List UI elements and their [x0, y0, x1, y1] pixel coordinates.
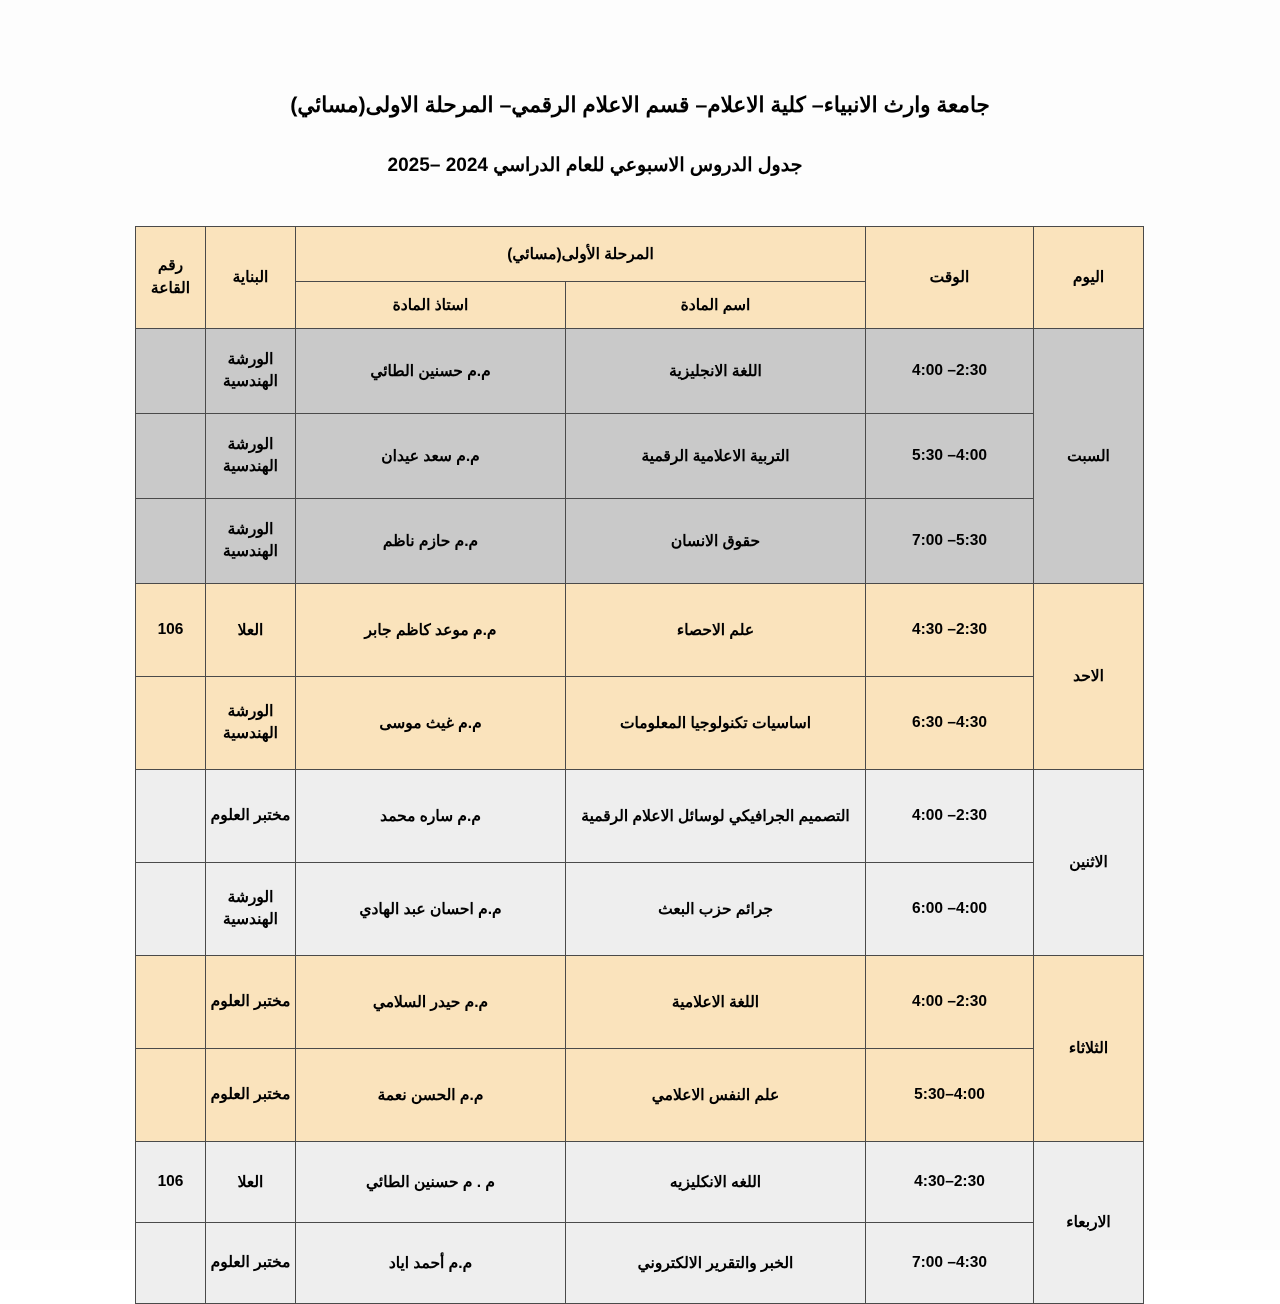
cell-subject: اللغة الانجليزية [566, 329, 866, 414]
cell-subject: حقوق الانسان [566, 499, 866, 584]
cell-day: الاربعاء [1034, 1142, 1144, 1304]
cell-subject: جرائم حزب البعث [566, 863, 866, 956]
cell-room [136, 1049, 206, 1142]
cell-building: مختبر العلوم [206, 1049, 296, 1142]
table-row [136, 956, 1144, 1049]
cell-subject: اللغه الانكليزيه [566, 1142, 866, 1223]
page-subtitle: جدول الدروس الاسبوعي للعام الدراسي 2024 –2025 [387, 154, 803, 176]
cell-building: مختبر العلوم [206, 770, 296, 863]
header-teacher: استاذ المادة [296, 282, 566, 329]
cell-day: الاحد [1034, 584, 1144, 770]
header-building: البناية [206, 227, 296, 329]
cell-room [136, 677, 206, 770]
table-row [136, 1049, 1144, 1142]
cell-building: الورشة الهندسية [206, 677, 296, 770]
cell-subject: التصميم الجرافيكي لوسائل الاعلام الرقمية [566, 770, 866, 863]
cell-day: الثلاثاء [1034, 956, 1144, 1142]
table-body [136, 329, 1144, 1304]
cell-subject: علم النفس الاعلامي [566, 1049, 866, 1142]
table-row [136, 584, 1144, 677]
cell-room [136, 414, 206, 499]
table-row [136, 770, 1144, 863]
header-stage: المرحلة الأولى(مسائي) [296, 227, 866, 282]
cell-teacher: م.م حسنين الطائي [296, 329, 566, 414]
cell-room [136, 329, 206, 414]
cell-room: 106 [136, 1142, 206, 1223]
cell-day: الاثنين [1034, 770, 1144, 956]
cell-room [136, 863, 206, 956]
cell-time: 2:30– 4:00 [866, 770, 1034, 863]
cell-teacher: م.م سعد عيدان [296, 414, 566, 499]
header-room: رقم القاعة [136, 227, 206, 329]
page-title: جامعة وارث الانبياء– كلية الاعلام– قسم الاعلام الرقمي– المرحلة الاولى(مسائي) [290, 93, 990, 117]
cell-subject: التربية الاعلامية الرقمية [566, 414, 866, 499]
cell-teacher: م.م موعد كاظم جابر [296, 584, 566, 677]
cell-subject: اللغة الاعلامية [566, 956, 866, 1049]
schedule-table [135, 226, 1144, 1304]
cell-time: 4:00– 6:00 [866, 863, 1034, 956]
cell-subject: الخبر والتقرير الالكتروني [566, 1223, 866, 1304]
cell-time: 4:30– 7:00 [866, 1223, 1034, 1304]
table-row [136, 329, 1144, 414]
table-row [136, 414, 1144, 499]
cell-subject: علم الاحصاء [566, 584, 866, 677]
cell-teacher: م.م الحسن نعمة [296, 1049, 566, 1142]
cell-building: العلا [206, 1142, 296, 1223]
cell-building: الورشة الهندسية [206, 329, 296, 414]
cell-time: 5:30– 7:00 [866, 499, 1034, 584]
cell-building: مختبر العلوم [206, 956, 296, 1049]
cell-room [136, 770, 206, 863]
cell-time: 2:30– 4:00 [866, 329, 1034, 414]
cell-time: 4:00–5:30 [866, 1049, 1034, 1142]
cell-building: العلا [206, 584, 296, 677]
header-time: الوقت [866, 227, 1034, 329]
cell-subject: اساسيات تكنولوجيا المعلومات [566, 677, 866, 770]
cell-building: الورشة الهندسية [206, 414, 296, 499]
cell-teacher: م.م أحمد اياد [296, 1223, 566, 1304]
table-row [136, 1223, 1144, 1304]
cell-teacher: م.م حازم ناظم [296, 499, 566, 584]
table-row [136, 677, 1144, 770]
cell-room [136, 499, 206, 584]
table-head [136, 227, 1144, 329]
schedule-table-wrapper [136, 226, 1144, 1304]
table-header-row-1 [136, 227, 1144, 282]
cell-teacher: م . م حسنين الطائي [296, 1142, 566, 1223]
cell-teacher: م.م حيدر السلامي [296, 956, 566, 1049]
cell-building: مختبر العلوم [206, 1223, 296, 1304]
header-day: اليوم [1034, 227, 1144, 329]
cell-building: الورشة الهندسية [206, 499, 296, 584]
table-row [136, 499, 1144, 584]
cell-teacher: م.م ساره محمد [296, 770, 566, 863]
table-row [136, 863, 1144, 956]
cell-building: الورشة الهندسية [206, 863, 296, 956]
cell-room [136, 956, 206, 1049]
cell-time: 2:30– 4:30 [866, 584, 1034, 677]
cell-time: 2:30–4:30 [866, 1142, 1034, 1223]
title-block [0, 0, 1280, 177]
header-subject: اسم المادة [566, 282, 866, 329]
cell-time: 4:30– 6:30 [866, 677, 1034, 770]
cell-teacher: م.م غيث موسى [296, 677, 566, 770]
cell-time: 2:30– 4:00 [866, 956, 1034, 1049]
cell-day: السبت [1034, 329, 1144, 584]
cell-time: 4:00– 5:30 [866, 414, 1034, 499]
table-row [136, 1142, 1144, 1223]
cell-room [136, 1223, 206, 1304]
cell-teacher: م.م احسان عبد الهادي [296, 863, 566, 956]
cell-room: 106 [136, 584, 206, 677]
